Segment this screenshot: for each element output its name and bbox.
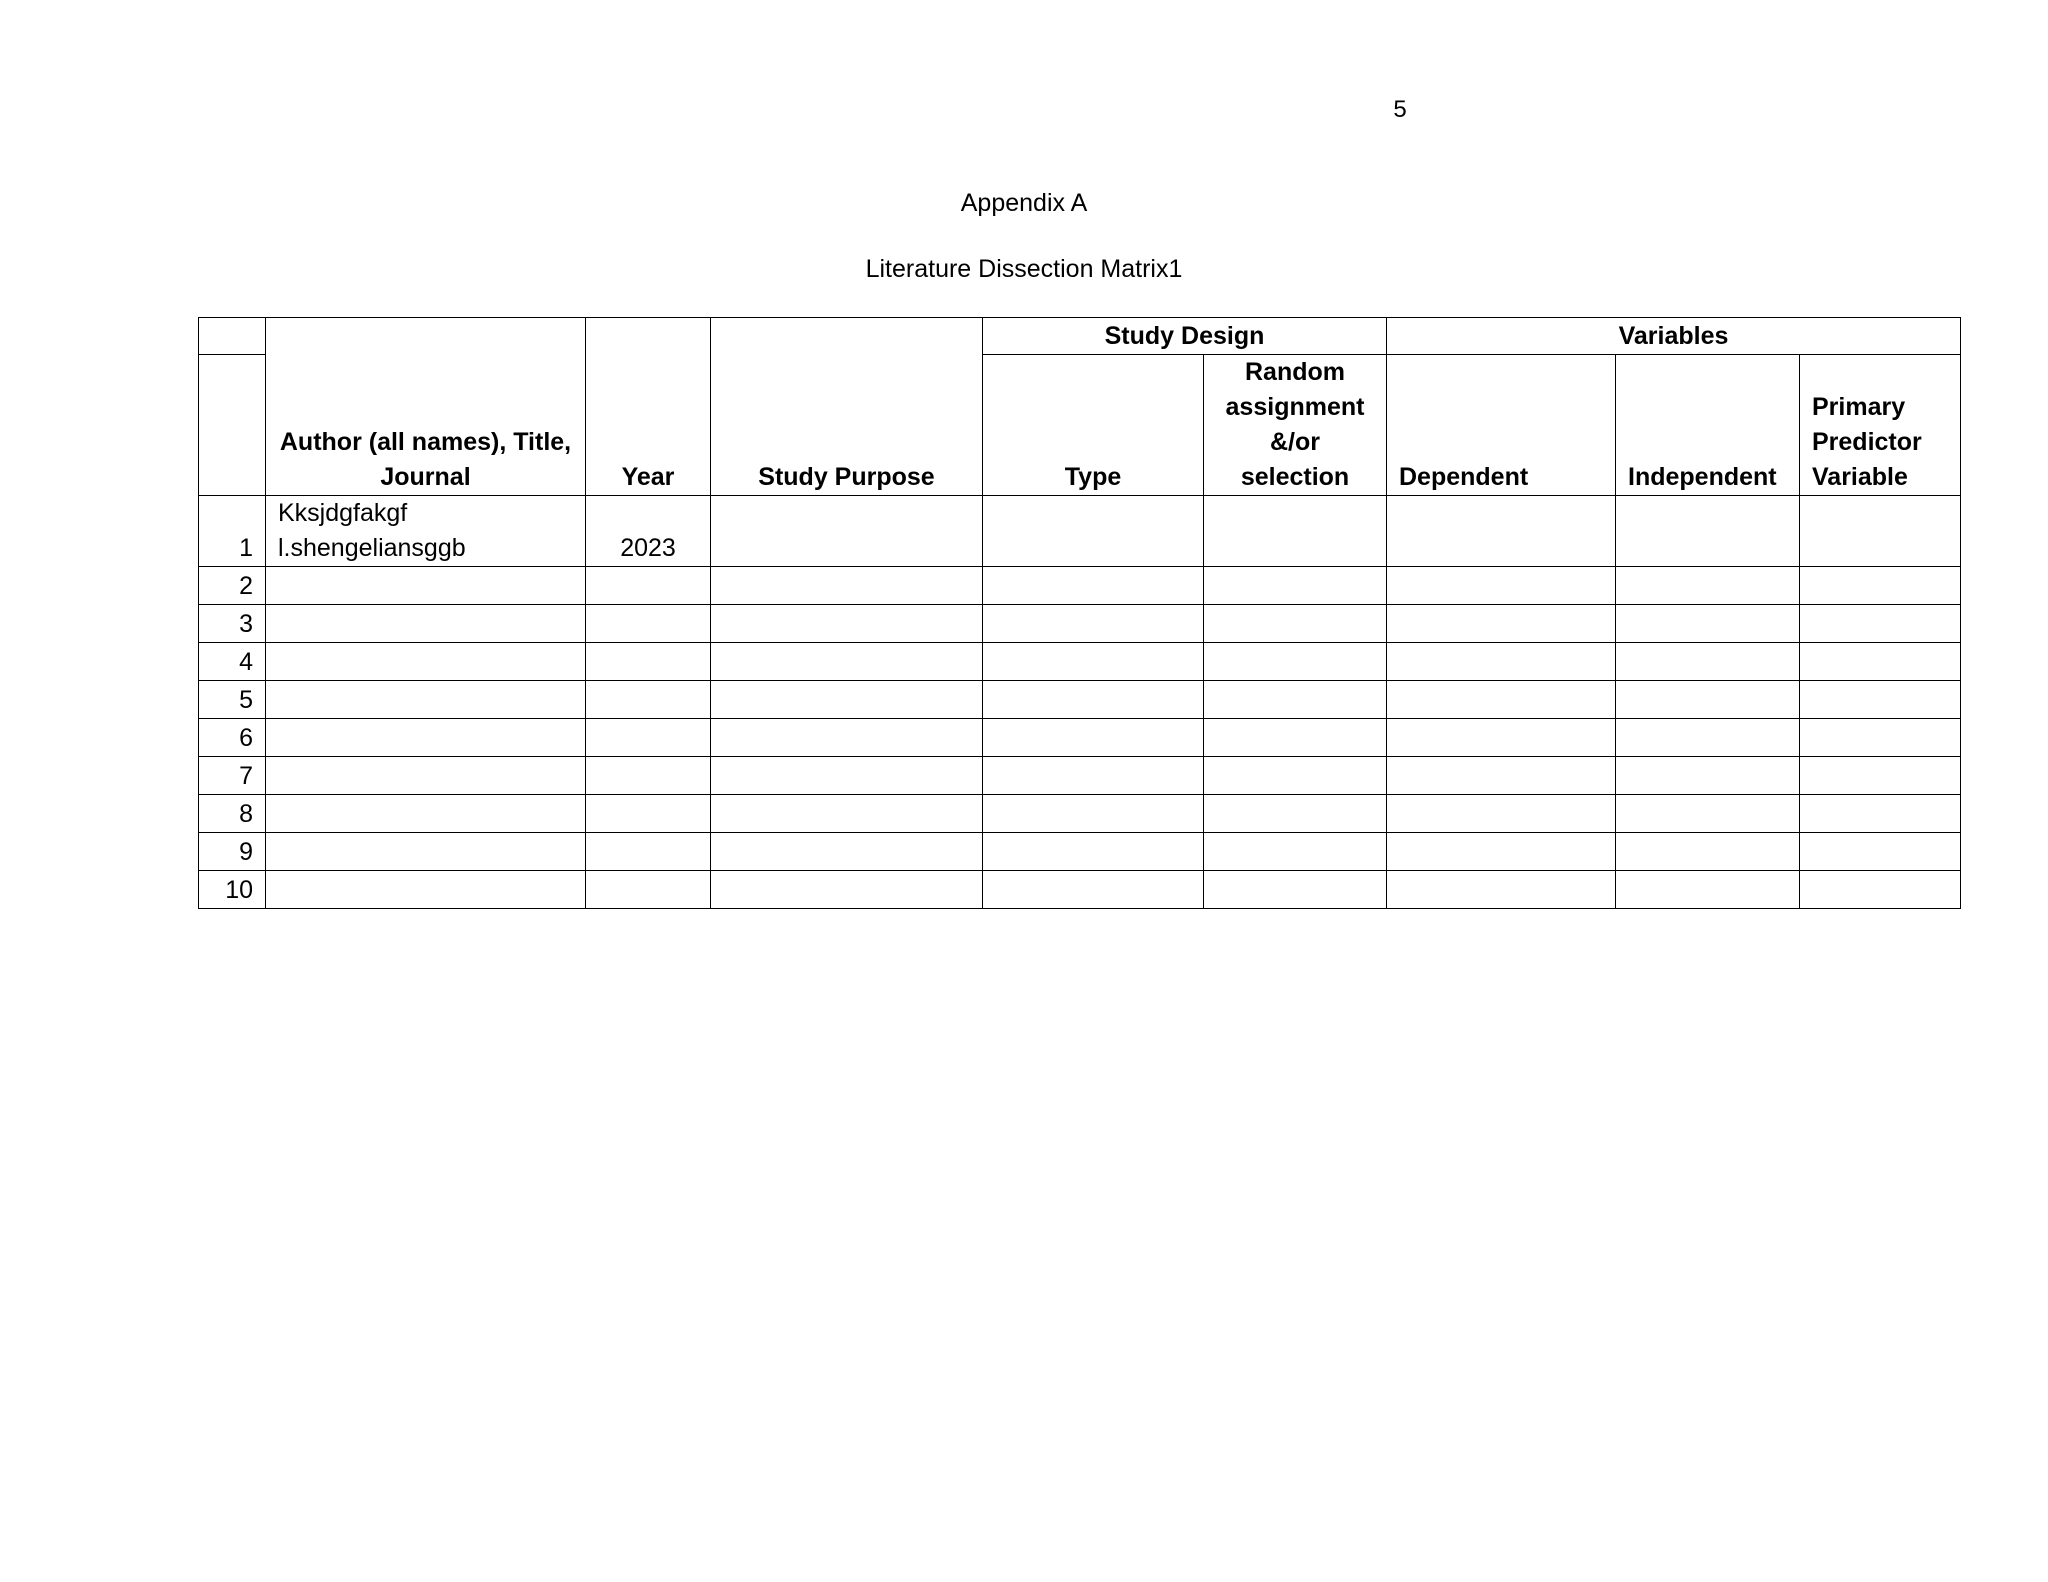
study-purpose-cell[interactable] bbox=[711, 833, 983, 871]
type-cell[interactable] bbox=[983, 567, 1204, 605]
random-assignment-cell[interactable] bbox=[1204, 643, 1387, 681]
type-cell[interactable] bbox=[983, 496, 1204, 567]
random-assignment-cell[interactable] bbox=[1204, 496, 1387, 567]
author-cell[interactable] bbox=[266, 681, 586, 719]
dependent-cell[interactable] bbox=[1387, 605, 1616, 643]
study-purpose-cell[interactable] bbox=[711, 795, 983, 833]
primary-predictor-cell[interactable] bbox=[1800, 757, 1961, 795]
dependent-cell[interactable] bbox=[1387, 681, 1616, 719]
independent-cell[interactable] bbox=[1616, 719, 1800, 757]
study-purpose-cell[interactable] bbox=[711, 681, 983, 719]
author-line: Kksjdgfakgf bbox=[278, 499, 408, 527]
literature-matrix-table bbox=[198, 317, 1961, 909]
type-cell[interactable] bbox=[983, 643, 1204, 681]
row-number-cell: 9 bbox=[199, 833, 266, 871]
appendix-title: Appendix A bbox=[960, 189, 1088, 217]
independent-cell[interactable] bbox=[1616, 496, 1800, 567]
number-header-cell bbox=[199, 355, 266, 496]
column-header-dependent: Dependent bbox=[1387, 355, 1616, 496]
study-purpose-cell[interactable] bbox=[711, 643, 983, 681]
random-assignment-cell[interactable] bbox=[1204, 757, 1387, 795]
author-cell[interactable] bbox=[266, 643, 586, 681]
type-cell[interactable] bbox=[983, 719, 1204, 757]
row-number-cell: 7 bbox=[199, 757, 266, 795]
independent-cell[interactable] bbox=[1616, 795, 1800, 833]
year-cell[interactable] bbox=[586, 643, 711, 681]
year-cell[interactable] bbox=[586, 681, 711, 719]
column-header-independent: Independent bbox=[1616, 355, 1800, 496]
year-cell[interactable] bbox=[586, 757, 711, 795]
group-header-study-design: Study Design bbox=[983, 318, 1387, 355]
independent-cell[interactable] bbox=[1616, 871, 1800, 909]
independent-cell[interactable] bbox=[1616, 605, 1800, 643]
author-cell[interactable] bbox=[266, 757, 586, 795]
type-cell[interactable] bbox=[983, 795, 1204, 833]
table-row bbox=[199, 795, 1961, 833]
table-row bbox=[199, 871, 1961, 909]
row-number-cell: 6 bbox=[199, 719, 266, 757]
row-number-cell: 5 bbox=[199, 681, 266, 719]
year-cell[interactable] bbox=[586, 567, 711, 605]
study-purpose-cell[interactable] bbox=[711, 719, 983, 757]
column-header-primary-predictor: Primary Predictor Variable bbox=[1800, 355, 1961, 496]
table-row bbox=[199, 567, 1961, 605]
year-cell[interactable]: 2023 bbox=[586, 496, 711, 567]
row-number-cell: 10 bbox=[199, 871, 266, 909]
column-header-author: Author (all names), Title, Journal bbox=[266, 318, 586, 496]
dependent-cell[interactable] bbox=[1387, 757, 1616, 795]
table-row bbox=[199, 681, 1961, 719]
year-cell[interactable] bbox=[586, 719, 711, 757]
primary-predictor-cell[interactable] bbox=[1800, 681, 1961, 719]
dependent-cell[interactable] bbox=[1387, 643, 1616, 681]
row-number-cell: 3 bbox=[199, 605, 266, 643]
type-cell[interactable] bbox=[983, 681, 1204, 719]
type-cell[interactable] bbox=[983, 871, 1204, 909]
primary-predictor-cell[interactable] bbox=[1800, 833, 1961, 871]
random-assignment-cell[interactable] bbox=[1204, 795, 1387, 833]
random-assignment-cell[interactable] bbox=[1204, 605, 1387, 643]
corner-cell bbox=[199, 318, 266, 355]
primary-predictor-cell[interactable] bbox=[1800, 567, 1961, 605]
column-header-type: Type bbox=[983, 355, 1204, 496]
study-purpose-cell[interactable] bbox=[711, 605, 983, 643]
author-cell[interactable] bbox=[266, 719, 586, 757]
primary-predictor-cell[interactable] bbox=[1800, 496, 1961, 567]
author-cell[interactable] bbox=[266, 496, 586, 567]
type-cell[interactable] bbox=[983, 757, 1204, 795]
independent-cell[interactable] bbox=[1616, 567, 1800, 605]
page-number: 5 bbox=[1393, 96, 1407, 123]
author-cell[interactable] bbox=[266, 833, 586, 871]
group-header-row bbox=[199, 318, 1961, 355]
independent-cell[interactable] bbox=[1616, 681, 1800, 719]
column-header-year: Year bbox=[586, 318, 711, 496]
table-row bbox=[199, 833, 1961, 871]
column-header-study-purpose: Study Purpose bbox=[711, 318, 983, 496]
primary-predictor-cell[interactable] bbox=[1800, 643, 1961, 681]
dependent-cell[interactable] bbox=[1387, 871, 1616, 909]
primary-predictor-cell[interactable] bbox=[1800, 719, 1961, 757]
dependent-cell[interactable] bbox=[1387, 833, 1616, 871]
matrix-title: Literature Dissection Matrix1 bbox=[865, 255, 1183, 283]
row-number-cell: 2 bbox=[199, 567, 266, 605]
primary-predictor-cell[interactable] bbox=[1800, 795, 1961, 833]
study-purpose-cell[interactable] bbox=[711, 871, 983, 909]
table-row bbox=[199, 719, 1961, 757]
table-row bbox=[199, 605, 1961, 643]
independent-cell[interactable] bbox=[1616, 643, 1800, 681]
type-cell[interactable] bbox=[983, 605, 1204, 643]
dependent-cell[interactable] bbox=[1387, 496, 1616, 567]
row-number-cell: 4 bbox=[199, 643, 266, 681]
year-cell[interactable] bbox=[586, 871, 711, 909]
author-cell[interactable] bbox=[266, 605, 586, 643]
study-purpose-cell[interactable] bbox=[711, 567, 983, 605]
row-number-cell: 1 bbox=[199, 496, 266, 567]
random-assignment-cell[interactable] bbox=[1204, 833, 1387, 871]
author-cell[interactable] bbox=[266, 567, 586, 605]
year-cell[interactable] bbox=[586, 605, 711, 643]
author-line: l.shengeliansggb bbox=[278, 534, 466, 562]
random-assignment-cell[interactable] bbox=[1204, 681, 1387, 719]
group-header-variables: Variables bbox=[1387, 318, 1961, 355]
study-purpose-cell[interactable] bbox=[711, 757, 983, 795]
author-cell[interactable] bbox=[266, 795, 586, 833]
type-cell[interactable] bbox=[983, 833, 1204, 871]
random-assignment-cell[interactable] bbox=[1204, 567, 1387, 605]
dependent-cell[interactable] bbox=[1387, 567, 1616, 605]
independent-cell[interactable] bbox=[1616, 757, 1800, 795]
table-row bbox=[199, 643, 1961, 681]
column-header-random-assignment: Random assignment &/or selection bbox=[1204, 355, 1387, 496]
year-cell[interactable] bbox=[586, 833, 711, 871]
author-cell[interactable] bbox=[266, 871, 586, 909]
dependent-cell[interactable] bbox=[1387, 719, 1616, 757]
row-number-cell: 8 bbox=[199, 795, 266, 833]
primary-predictor-cell[interactable] bbox=[1800, 605, 1961, 643]
random-assignment-cell[interactable] bbox=[1204, 871, 1387, 909]
table-row bbox=[199, 757, 1961, 795]
study-purpose-cell[interactable] bbox=[711, 496, 983, 567]
year-cell[interactable] bbox=[586, 795, 711, 833]
primary-predictor-cell[interactable] bbox=[1800, 871, 1961, 909]
dependent-cell[interactable] bbox=[1387, 795, 1616, 833]
independent-cell[interactable] bbox=[1616, 833, 1800, 871]
table-row bbox=[199, 496, 1961, 567]
random-assignment-cell[interactable] bbox=[1204, 719, 1387, 757]
